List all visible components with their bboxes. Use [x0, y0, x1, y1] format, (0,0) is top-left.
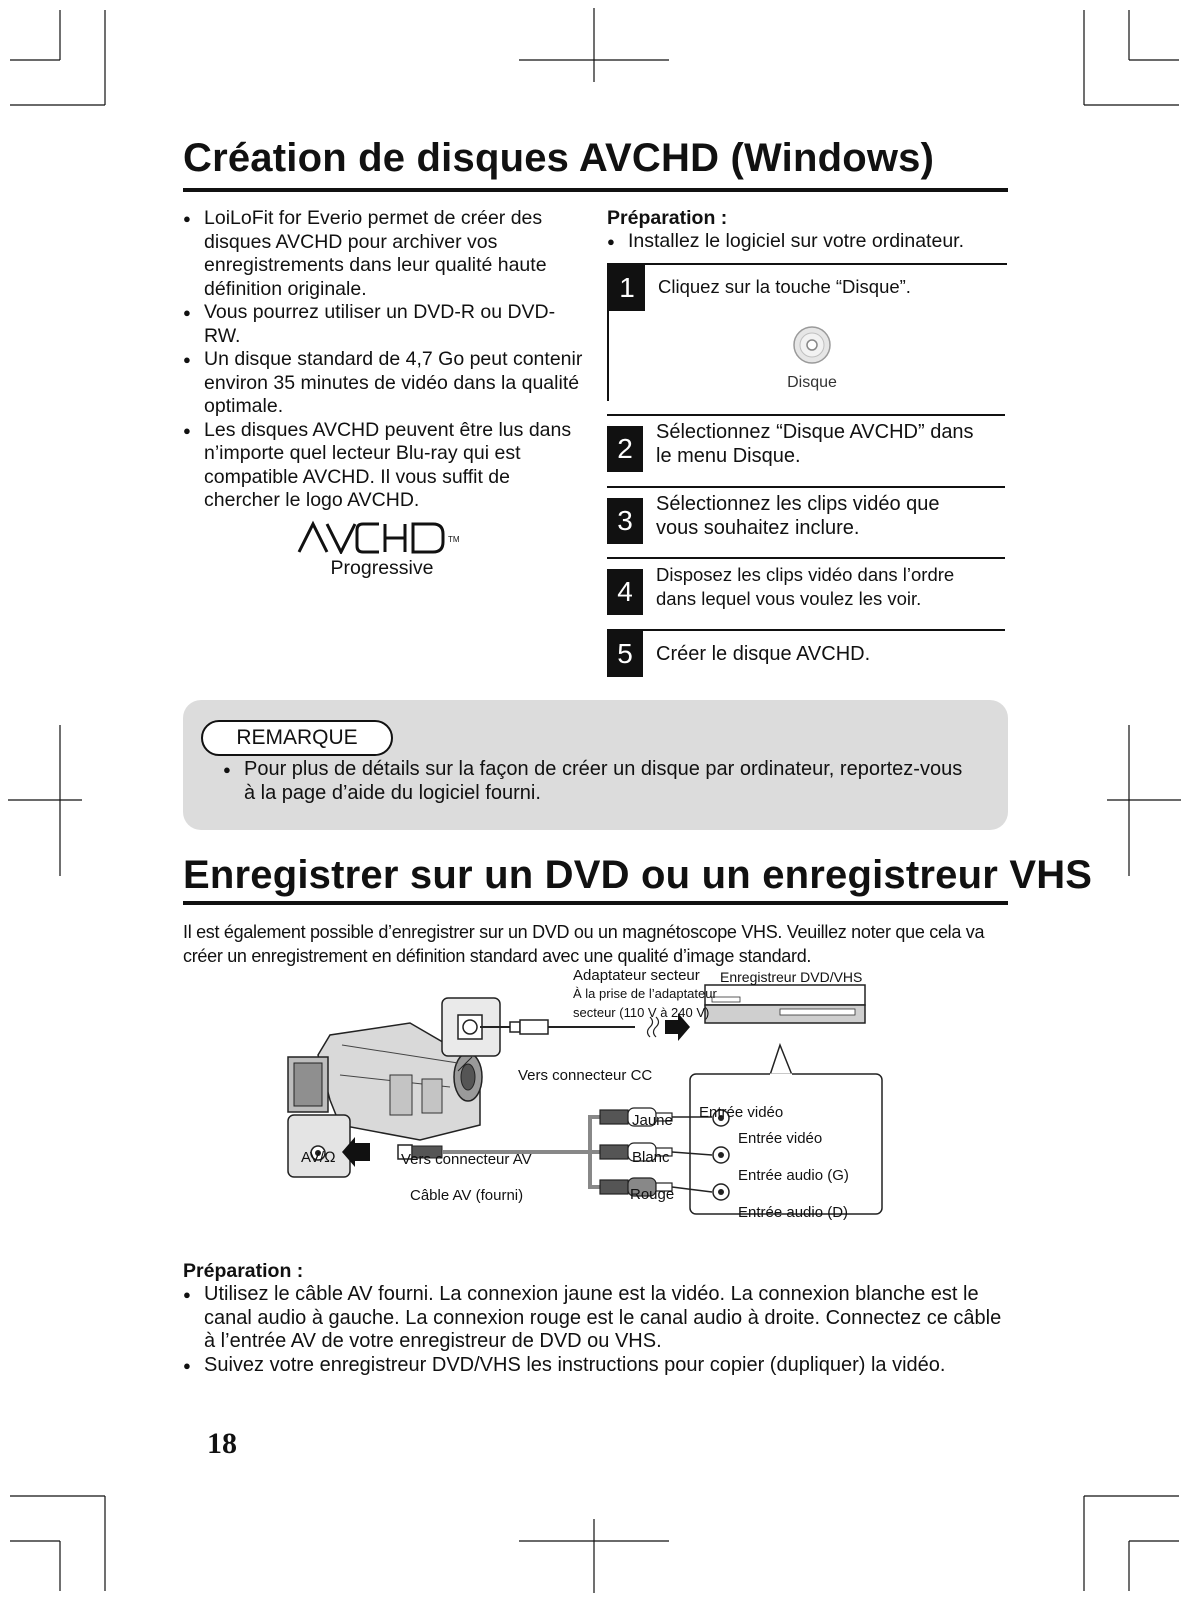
step-2: [607, 414, 1005, 472]
step-number: 2: [607, 426, 643, 472]
step-text: Cliquez sur la touche “Disque”.: [658, 276, 911, 297]
disc-icon: [792, 325, 832, 365]
list-item: ● Les disques AVCHD peuvent être lus dans n’importe quel lecteur Blu-ray qui est compatible AVCHD. Il vous suffit de chercher le logo AVCHD.: [183, 419, 583, 513]
video-input-label: Entrée vidéo: [738, 1130, 823, 1147]
avchd-logo-graphic: [297, 520, 475, 554]
list-item: ● Un disque standard de 4,7 Go peut contenir environ 35 minutes de vidéo dans la qualité optimale.: [183, 348, 583, 419]
prep-title-2: Préparation :: [183, 1260, 304, 1282]
remark-list: [223, 758, 963, 805]
prep-list: [607, 230, 1007, 254]
white-label: Blanc: [632, 1149, 670, 1166]
title-rule: [183, 188, 1008, 192]
step-1: [607, 263, 1007, 401]
section2-intro: Il est également possible d’enregistrer sur un DVD ou un magnétoscope VHS. Veuillez noter que cela va créer un enregistrement en définition standard avec une qualité d’image standard.: [183, 922, 985, 966]
list-item: ● Utilisez le câble AV fourni. La connexion jaune est la vidéo. La connexion blanche est le canal audio à gauche. La connexion rouge est le canal audio à droite. Connectez ce câble à l’entrée AV de votre enregistreur de DVD ou VHS.: [183, 1283, 1011, 1354]
dc-connector-label: Vers connecteur CC: [518, 1067, 653, 1084]
yellow-label: Jaune: [632, 1112, 673, 1129]
av-port-label: AV/Ω: [301, 1149, 336, 1166]
prep-title: Préparation :: [607, 207, 728, 229]
disc-button[interactable]: [777, 325, 847, 392]
section-title-dvd-vhs: Enregistrer sur un DVD ou un enregistreur VHS: [183, 853, 1093, 897]
step-text: Sélectionnez les clips vidéo que vous souhaitez inclure.: [656, 493, 940, 539]
av-cable-label: Câble AV (fourni): [410, 1187, 524, 1204]
logo-subtitle: Progressive: [330, 557, 434, 579]
remark-label: REMARQUE: [201, 720, 393, 756]
audio-right-input-label: Entrée audio (D): [738, 1204, 849, 1221]
step-text: Créer le disque AVCHD.: [656, 643, 871, 665]
list-item: ● Pour plus de détails sur la façon de créer un disque par ordinateur, reportez-vous à la page d’aide du logiciel fourni.: [223, 758, 963, 805]
disc-label: Disque: [787, 374, 837, 391]
title-rule: [183, 901, 1008, 905]
section-title-avchd: Création de disques AVCHD (Windows): [183, 136, 935, 180]
avchd-logo: [297, 520, 477, 580]
step-number: 1: [609, 265, 645, 311]
step-4: [607, 557, 1005, 615]
list-item: ● Installez le logiciel sur votre ordinateur.: [607, 230, 1007, 254]
page-number: 18: [207, 1427, 237, 1460]
connection-diagram: [280, 967, 910, 1245]
red-label: Rouge: [630, 1186, 675, 1203]
adapter-note-2: secteur (110 V à 240 V): [573, 1005, 710, 1020]
prep-list-2: [183, 1283, 1011, 1377]
list-item: ● Vous pourrez utiliser un DVD-R ou DVD-RW.: [183, 301, 583, 348]
step-3: [607, 486, 1005, 544]
adapter-note-1: À la prise de l’adaptateur: [573, 986, 717, 1001]
audio-left-input-label: Entrée audio (G): [738, 1167, 849, 1184]
step-text: Disposez les clips vidéo dans l’ordre dans lequel vous voulez les voir.: [656, 564, 955, 609]
input-panel-title: Entrée vidéo: [699, 1104, 784, 1121]
step-text: Sélectionnez “Disque AVCHD” dans le menu Disque.: [656, 421, 974, 467]
recorder-label: Enregistreur DVD/VHS: [720, 969, 863, 985]
list-item: ● LoiLoFit for Everio permet de créer des disques AVCHD pour archiver vos enregistrements dans leur qualité haute définition originale.: [183, 207, 583, 301]
adapter-label: Adaptateur secteur: [573, 967, 700, 984]
step-number: 3: [607, 498, 643, 544]
av-connector-label: Vers connecteur AV: [401, 1151, 532, 1168]
step-5: [607, 629, 1005, 677]
svg-text:TM: TM: [448, 535, 460, 544]
list-item: ● Suivez votre enregistreur DVD/VHS les instructions pour copier (dupliquer) la vidéo.: [183, 1354, 1011, 1378]
remark-box: [183, 700, 1008, 830]
step-number: 5: [607, 631, 643, 677]
avchd-bullet-list: [183, 207, 583, 513]
step-number: 4: [607, 569, 643, 615]
